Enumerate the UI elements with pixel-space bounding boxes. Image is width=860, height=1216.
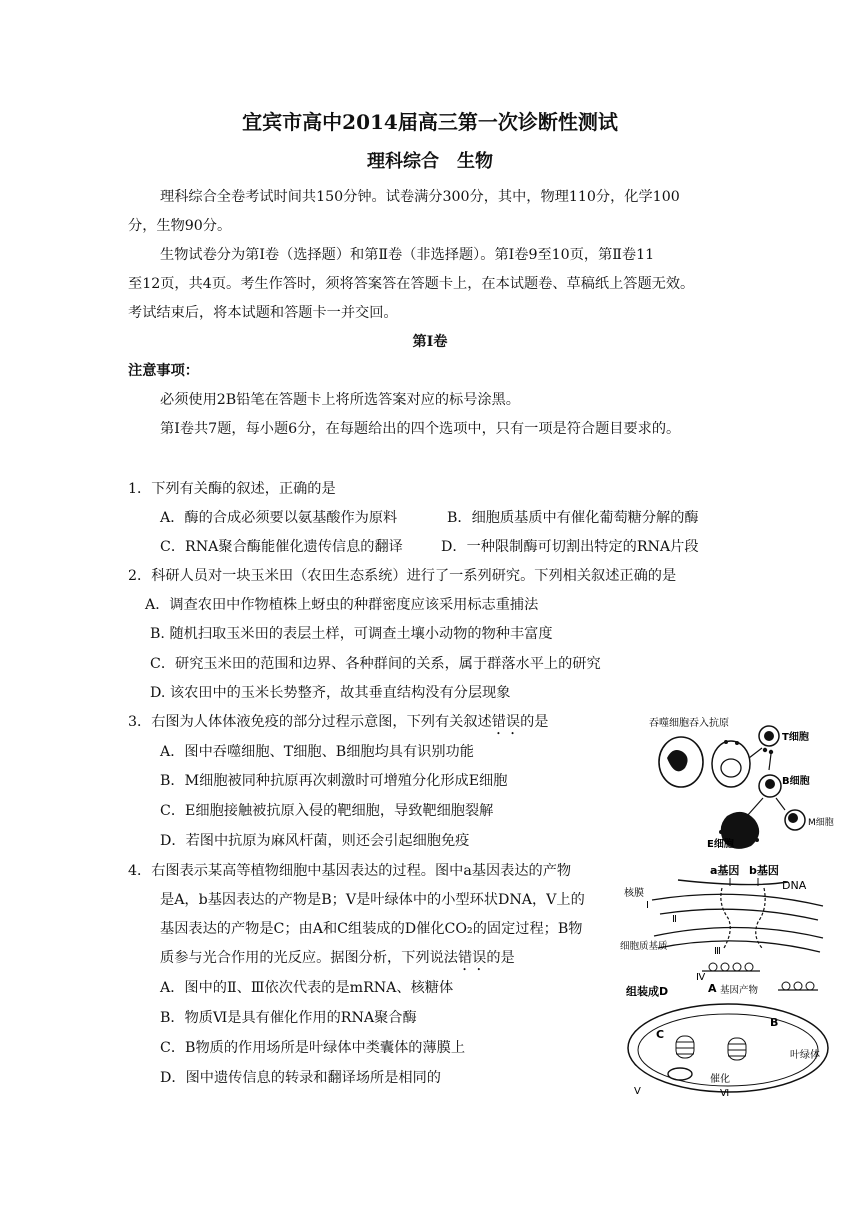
question-option: C．研究玉米田的范围和边界、各种群间的关系，属于群落水平上的研究 (150, 656, 601, 672)
label-nuclear-membrane: 核膜 (624, 888, 644, 899)
m-cell (785, 810, 805, 830)
question-option: C．RNA聚合酶能催化遗传信息的翻译 (160, 539, 403, 555)
question-option: D．一种限制酶可切割出特定的RNA片段 (441, 539, 699, 555)
question-stem: 1．下列有关酶的叙述，正确的是 (128, 481, 336, 497)
label-roman-3: Ⅲ (714, 946, 721, 957)
immune-diagram (645, 712, 845, 857)
question-stem: 4．右图表示某高等植物细胞中基因表达的过程。图中a基因表达的产物 (128, 863, 572, 879)
intro-line: 考试结束后，将本试题和答题卡一并交回。 (128, 305, 398, 321)
question-option: A．酶的合成必须要以氨基酸作为原料 (160, 510, 398, 526)
question-stem: 2．科研人员对一块玉米田（农田生态系统）进行了一系列研究。下列相关叙述正确的是 (128, 568, 677, 584)
phagocyte-cell (659, 737, 703, 787)
label-chloroplast: 叶绿体 (790, 1050, 820, 1061)
nuclear-membrane-inner (660, 909, 818, 920)
label-gene-product: 基因产物 (720, 985, 759, 996)
question-stem-line: 基因表达的产物是C；由A和C组装成的D催化CO₂的固定过程；B物 (160, 921, 583, 937)
intro-line: 分，生物90分。 (128, 218, 232, 234)
gene-expression-diagram (618, 858, 848, 1098)
section-title: 第Ⅰ卷 (412, 334, 448, 350)
label-e-cell: E细胞 (707, 839, 734, 850)
question-option: A．图中吞噬细胞、T细胞、B细胞均具有识别功能 (160, 744, 474, 760)
dna-strand (678, 880, 788, 885)
question-stem: 3．右图为人体体液免疫的部分过程示意图，下列有关叙述错误的是 (128, 714, 549, 730)
question-stem-line: 是A，b基因表达的产物是B；Ⅴ是叶绿体中的小型环状DNA，Ⅴ上的 (160, 892, 585, 908)
label-product-b: B (770, 1016, 779, 1029)
emphasis-text: 错误 (457, 950, 487, 966)
question-option: A．调查农田中作物植株上蚜虫的种群密度应该采用标志重捕法 (145, 597, 539, 613)
t-cell (759, 726, 779, 754)
label-roman-6: Ⅵ (720, 1088, 730, 1098)
label-product-c: C (656, 1028, 665, 1041)
label-product-a: A (708, 982, 717, 995)
intro-line: 至12页，共4页。考生作答时，须将答案答在答题卡上，在本试题卷、草稿纸上答题无效。 (128, 276, 695, 292)
label-t-cell: T细胞 (782, 732, 809, 743)
question-option: B. 随机扫取玉米田的表层土样，可调查土壤小动物的物种丰富度 (150, 626, 553, 642)
circular-dna (668, 1068, 692, 1080)
question-option: D. 该农田中的玉米长势整齐，故其垂直结构没有分层现象 (150, 685, 511, 701)
label-assemble-d: 组装成D (626, 985, 669, 998)
label-roman-4: Ⅳ (696, 972, 706, 983)
intro-line: 生物试卷分为第Ⅰ卷（选择题）和第Ⅱ卷（非选择题）。第Ⅰ卷9至10页，第Ⅱ卷11 (160, 247, 655, 263)
label-catalyze: 催化 (710, 1074, 730, 1085)
label-roman-2: Ⅱ (672, 914, 677, 925)
label-b-cell: B细胞 (782, 776, 810, 787)
nuclear-membrane-outer (652, 894, 823, 906)
question-option: C．B物质的作用场所是叶绿体中类囊体的薄膜上 (160, 1040, 466, 1056)
question-option: A．图中的Ⅱ、Ⅲ依次代表的是mRNA、核糖体 (160, 980, 454, 996)
notice-line: 必须使用2B铅笔在答题卡上将所选答案对应的标号涂黑。 (160, 392, 520, 408)
notice-heading: 注意事项： (128, 363, 199, 379)
thylakoid-stacks (676, 1036, 746, 1060)
question-option: B．M细胞被同种抗原再次刺激时可增殖分化形成E细胞 (160, 773, 508, 789)
question-option: B．细胞质基质中有催化葡萄糖分解的酶 (447, 510, 699, 526)
b-cell (759, 775, 781, 797)
emphasis-text: 错误 (491, 714, 521, 730)
label-dna: DNA (782, 879, 807, 892)
question-stem-line: 质参与光合作用的光反应。据图分析，下列说法错误的是 (160, 950, 515, 966)
antigen-cell (712, 740, 750, 787)
page-title: 宜宾市高中2014届高三第一次诊断性测试 (242, 110, 618, 134)
label-gene-b: b基因 (749, 864, 779, 877)
notice-line: 第Ⅰ卷共7题，每小题6分，在每题给出的四个选项中，只有一项是符合题目要求的。 (160, 421, 681, 437)
label-gene-a: a基因 (710, 864, 740, 877)
intro-line: 理科综合全卷考试时间共150分钟。试卷满分300分，其中，物理110分，化学100 (160, 189, 680, 205)
label-roman-1: Ⅰ (646, 900, 649, 911)
label-roman-5: Ⅴ (634, 1086, 641, 1097)
label-cytoplasm: 细胞质基质 (620, 941, 668, 952)
question-option: B．物质Ⅵ是具有催化作用的RNA聚合酶 (160, 1010, 417, 1026)
question-option: D．图中遗传信息的转录和翻译场所是相同的 (160, 1070, 441, 1086)
label-m-cell: M细胞 (808, 818, 834, 828)
question-option: C．E细胞接触被抗原入侵的靶细胞，导致靶细胞裂解 (160, 803, 494, 819)
page-subtitle: 理科综合 生物 (367, 151, 493, 172)
label-phagocyte: 吞噬细胞吞入抗原 (649, 718, 729, 729)
question-option: D．若图中抗原为麻风杆菌，则还会引起细胞免疫 (160, 833, 470, 849)
